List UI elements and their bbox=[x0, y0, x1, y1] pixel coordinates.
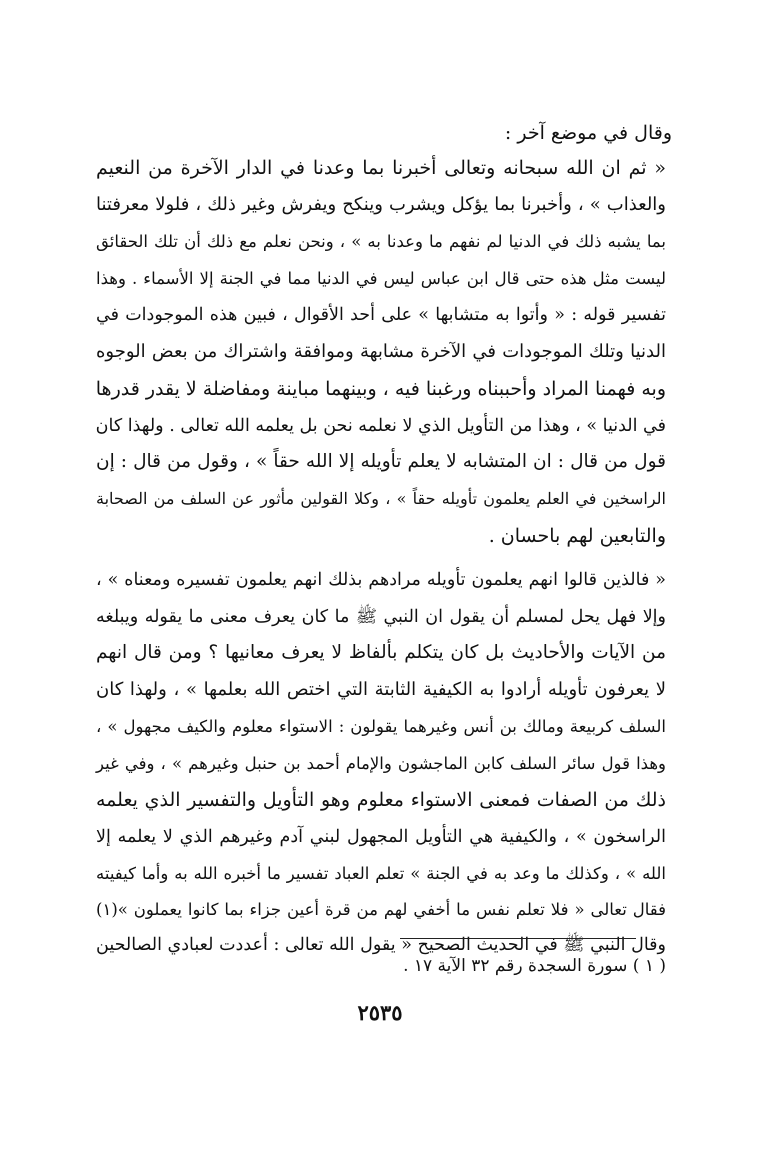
paragraph-line: ليست مثل هذه حتى قال ابن عباس ليس في الدنيا مما في الجنة إلا الأسماء . وهذا bbox=[96, 269, 666, 288]
paragraph-line: الدنيا وتلك الموجودات في الآخرة مشابهة وموافقة واشتراك من بعض الوجوه bbox=[96, 341, 666, 362]
paragraph-line: ذلك من الصفات فمعنى الاستواء معلوم وهو التأويل والتفسير الذي يعلمه bbox=[96, 789, 666, 811]
page-number: ٢٥٣٥ bbox=[357, 1000, 403, 1025]
section-intro: وقال في موضع آخر : bbox=[504, 122, 672, 144]
paragraph-line: السلف كربيعة ومالك بن أنس وغيرهما يقولون : الاستواء معلوم والكيف مجهول » ، bbox=[96, 717, 666, 736]
paragraph-line: والعذاب » ، وأخبرنا بما يؤكل ويشرب وينكح ويفرش وغير ذلك ، فلولا معرفتنا bbox=[96, 194, 667, 215]
paragraph-line: الراسخون » ، والكيفية هي التأويل المجهول لبني آدم وغيرهم الذي لا يعلمه إلا bbox=[96, 827, 666, 847]
paragraph-line: « فالذين قالوا انهم يعلمون تأويله مرادهم بذلك انهم يعلمون تفسيره ومعناه » ، bbox=[96, 570, 666, 590]
paragraph-line: تفسير قوله : « وأتوا به متشابها » على أحد الأقوال ، فبين هذه الموجودات في bbox=[96, 305, 666, 325]
footnote-divider bbox=[400, 938, 636, 939]
paragraph-line: والتابعين لهم باحسان . bbox=[488, 525, 666, 547]
paragraph-line: فقال تعالى « فلا تعلم نفس ما أخفي لهم من قرة أعين جزاء بما كانوا يعملون »(١) bbox=[96, 900, 666, 919]
paragraph-line: لا يعرفون تأويله أرادوا به الكيفية الثابتة التي اختص الله بعلمها » ، ولهذا كان bbox=[96, 679, 666, 700]
paragraph-line: بما يشبه ذلك في الدنيا لم نفهم ما وعدنا به » ، ونحن نعلم مع ذلك أن تلك الحقائق bbox=[96, 232, 666, 251]
paragraph-line: في الدنيا » ، وهذا من التأويل الذي لا نعلمه نحن بل يعلمه الله تعالى . ولهذا كان bbox=[95, 416, 666, 436]
paragraph-line: وهذا قول سائر السلف كابن الماجشون والإمام أحمد بن حنبل وغيرهم » ، وفي غير bbox=[96, 754, 666, 773]
paragraph-line: وبه فهمنا المراد وأحببناه ورغبنا فيه ، وبينهما مباينة ومفاضلة لا يقدر قدرها bbox=[95, 378, 666, 400]
footnote: ( ١ ) سورة السجدة رقم ٣٢ الآية ١٧ . bbox=[403, 956, 666, 976]
paragraph-line: الله » ، وكذلك ما وعد به في الجنة » تعلم العباد تفسير ما أخبره الله به وأما كيفيته bbox=[96, 864, 666, 883]
paragraph-line: قول من قال : ان المتشابه لا يعلم تأويله إلا الله حقاً » ، وقول من قال : إن bbox=[96, 451, 666, 472]
paragraph-line: الراسخين في العلم يعلمون تأويله حقاً » ، وكلا القولين مأثور عن السلف من الصحابة bbox=[96, 489, 666, 508]
paragraph-line: وإلا فهل يحل لمسلم أن يقول ان النبي ﷺ ما كان يعرف معنى ما يقوله ويبلغه bbox=[96, 607, 666, 627]
paragraph-line: من الآيات والأحاديث بل كان يتكلم بألفاظ لا يعرف معانيها ؟ ومن قال انهم bbox=[96, 642, 666, 663]
paragraph-line: وقال النبي ﷺ في الحديث الصحيح « يقول الله تعالى : أعددت لعبادي الصالحين bbox=[96, 935, 666, 955]
paragraph-line: « ثم ان الله سبحانه وتعالى أخبرنا بما وعدنا في الدار الآخرة من النعيم bbox=[96, 157, 666, 179]
